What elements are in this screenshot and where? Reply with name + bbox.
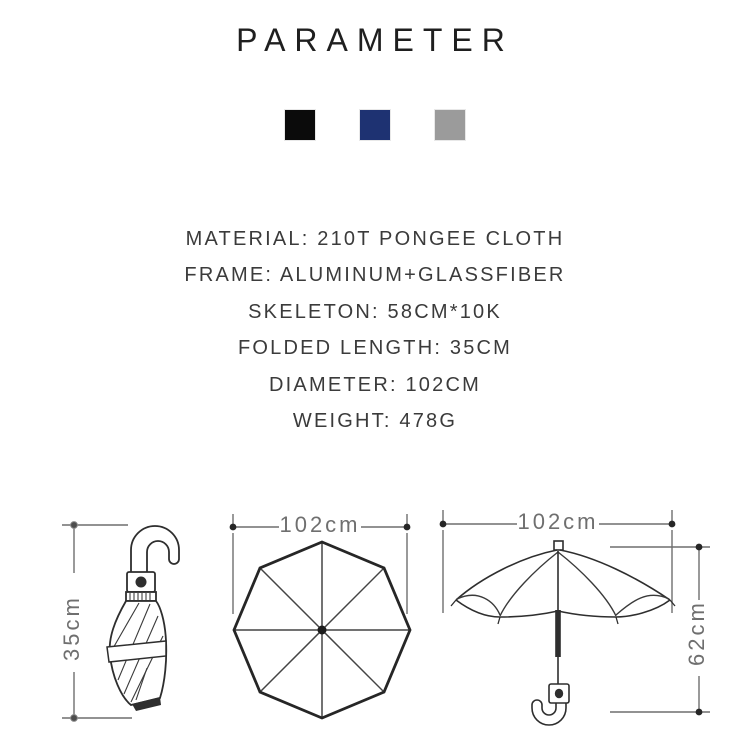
- page-title: PARAMETER: [236, 22, 514, 58]
- swatch-navy-blue: [360, 110, 390, 140]
- swatch-gray: [435, 110, 465, 140]
- umbrella-ferrule: [554, 541, 563, 550]
- spec-weight: WEIGHT: 478G: [292, 409, 458, 432]
- technical-diagrams: [0, 490, 750, 750]
- folded-hook-handle: [131, 526, 179, 574]
- spec-diameter: DIAMETER: 102CM: [269, 373, 481, 396]
- spec-material: MATERIAL: 210T PONGEE CLOTH: [185, 228, 565, 250]
- top-view-diameter-label: 102cm: [279, 512, 361, 537]
- octagon-canopy-drawing: [234, 542, 410, 718]
- umbrella-handle-button: [555, 689, 563, 699]
- canopy-bottom-edge: [456, 600, 670, 617]
- spec-skeleton: SKELETON: 58CM*10K: [248, 300, 502, 323]
- spec-folded-length: FOLDED LENGTH: 35CM: [237, 337, 513, 360]
- color-swatch-row: [0, 110, 750, 140]
- swatch-black: [285, 110, 315, 140]
- side-view-height-label: 62cm: [684, 600, 709, 666]
- folded-handle-button: [136, 577, 147, 588]
- folded-umbrella-drawing: [107, 526, 179, 711]
- folded-umbrella-diagram: [59, 522, 179, 722]
- spec-frame: FRAME: ALUMINUM+GLASSFIBER: [184, 264, 566, 287]
- side-view-diagram: [440, 509, 710, 725]
- top-view-diagram: [230, 512, 411, 718]
- folded-height-label: 35cm: [59, 595, 84, 661]
- open-umbrella-drawing: [451, 541, 675, 725]
- side-view-diameter-label: 102cm: [517, 509, 599, 534]
- spec-list: [0, 221, 750, 439]
- octagon-center-hub: [318, 626, 327, 635]
